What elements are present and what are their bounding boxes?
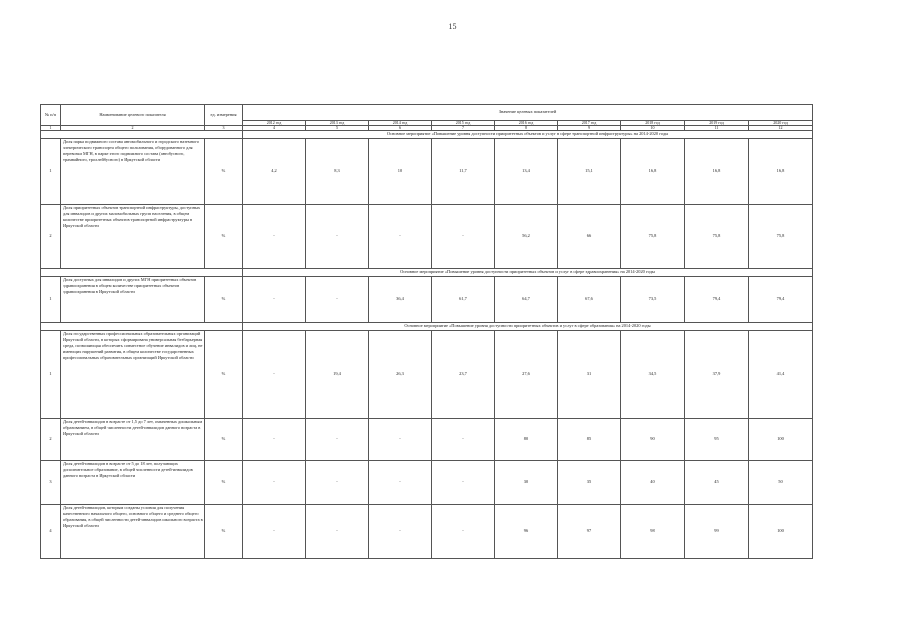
value-cell: 75,8 <box>685 205 749 269</box>
value-cell: 79,4 <box>749 277 813 323</box>
year-header: 2016 год <box>495 121 558 126</box>
value-cell: 8,3 <box>306 139 369 205</box>
value-cell: 100 <box>749 419 813 461</box>
value-cell: 75,8 <box>749 205 813 269</box>
value-cell: - <box>432 505 495 559</box>
indicator-name: Доля парка подвижного состава автомобильного и городского наземного электрического транспорта общего пользования, оборудованного для перевозки МГН, в парке этого подвижного состава (автобусного, трамвайного, троллейбусного) в Иркутской области <box>61 139 205 205</box>
indicator-name: Доля государственных профессиональных образовательных организаций Иркутской области, в которых сформирована универсальная безбарьерная среда, позволяющая обеспечить совместное обучение инвалидов и лиц, не имеющих нарушений развития, в общем количестве государственных профессиональных образовательных организаций Иркутской области <box>61 331 205 419</box>
page-number: 15 <box>448 22 457 31</box>
header-num: № п/п <box>41 105 61 126</box>
table-row <box>41 419 813 461</box>
value-cell: - <box>369 505 432 559</box>
value-cell: 100 <box>749 505 813 559</box>
value-cell: 36,4 <box>369 277 432 323</box>
table-row <box>41 505 813 559</box>
header-row <box>41 105 813 121</box>
value-cell: - <box>306 461 369 505</box>
value-cell: - <box>369 205 432 269</box>
value-cell: 80 <box>495 419 558 461</box>
row-number: 2 <box>41 419 61 461</box>
value-cell: 75,8 <box>621 205 685 269</box>
table-row <box>41 277 813 323</box>
value-cell: - <box>306 277 369 323</box>
value-cell: 96 <box>495 505 558 559</box>
value-cell: 90 <box>621 419 685 461</box>
value-cell: 95 <box>685 419 749 461</box>
indicator-name: Доля доступных для инвалидов и других МГН приоритетных объектов здравоохранения в общем количестве приоритетных объектов здравоохранения в Иркутской области <box>61 277 205 323</box>
indicator-name: Доля детей-инвалидов в возрасте от 1,5 до 7 лет, охваченных дошкольным образованием, в общей численности детей-инвалидов данного возраста в Иркутской области <box>61 419 205 461</box>
section-title: Основное мероприятие «Повышение уровня доступности приоритетных объектов и услуг в сфере здравоохранения» на 2014-2020 годы <box>243 269 813 277</box>
value-cell: - <box>432 461 495 505</box>
value-cell: 35 <box>558 461 621 505</box>
value-cell: - <box>243 331 306 419</box>
value-cell: 4,2 <box>243 139 306 205</box>
value-cell: 37,9 <box>685 331 749 419</box>
value-cell: 31 <box>558 331 621 419</box>
column-number: 11 <box>685 126 749 131</box>
row-number: 1 <box>41 139 61 205</box>
indicator-name: Доля детей-инвалидов в возрасте от 5 до 18 лет, получающих дополнительное образование, в общей численности детей-инвалидов данного возраста в Иркутской области <box>61 461 205 505</box>
value-cell: 16,8 <box>749 139 813 205</box>
value-cell: 50 <box>749 461 813 505</box>
section-row <box>41 131 813 139</box>
unit-cell: % <box>205 331 243 419</box>
value-cell: - <box>432 205 495 269</box>
unit-cell: % <box>205 277 243 323</box>
value-cell: 30 <box>495 461 558 505</box>
year-header: 2015 год <box>432 121 495 126</box>
value-cell: 10 <box>369 139 432 205</box>
indicator-name: Доля детей-инвалидов, которым созданы условия для получения качественного начального общего, основного общего и среднего общего образования, в общей численности детей-инвалидов школьного возраста в Иркутской области <box>61 505 205 559</box>
row-number: 1 <box>41 331 61 419</box>
value-cell: 34,5 <box>621 331 685 419</box>
table-row <box>41 205 813 269</box>
value-cell: 85 <box>558 419 621 461</box>
table-row <box>41 461 813 505</box>
column-number: 3 <box>205 126 243 131</box>
unit-cell: % <box>205 205 243 269</box>
table-body <box>41 131 813 559</box>
unit-cell: % <box>205 461 243 505</box>
value-cell: 40 <box>621 461 685 505</box>
value-cell: - <box>432 419 495 461</box>
year-header: 2012 год <box>243 121 306 126</box>
column-number: 9 <box>558 126 621 131</box>
row-number: 1 <box>41 277 61 323</box>
value-cell: 23,7 <box>432 331 495 419</box>
section-row <box>41 323 813 331</box>
value-cell: 98 <box>621 505 685 559</box>
unit-cell: % <box>205 139 243 205</box>
value-cell: - <box>243 419 306 461</box>
value-cell: - <box>243 205 306 269</box>
section-blank <box>41 131 243 139</box>
value-cell: 73,5 <box>621 277 685 323</box>
unit-cell: % <box>205 419 243 461</box>
value-cell: - <box>306 419 369 461</box>
year-header: 2014 год <box>369 121 432 126</box>
row-number: 3 <box>41 461 61 505</box>
value-cell: 16,8 <box>621 139 685 205</box>
value-cell: - <box>243 505 306 559</box>
value-cell: 79,4 <box>685 277 749 323</box>
year-header: 2013 год <box>306 121 369 126</box>
section-title: Основное мероприятие «Повышение уровня доступности приоритетных объектов и услуг в сфере образования» на 2014-2020 годы <box>243 323 813 331</box>
column-number: 2 <box>61 126 205 131</box>
year-header: 2019 год <box>685 121 749 126</box>
column-number: 4 <box>243 126 306 131</box>
value-cell: 45 <box>685 461 749 505</box>
value-cell: - <box>243 461 306 505</box>
value-cell: - <box>306 205 369 269</box>
column-number: 10 <box>621 126 685 131</box>
value-cell: 16,8 <box>685 139 749 205</box>
value-cell: - <box>306 505 369 559</box>
value-cell: 61,7 <box>432 277 495 323</box>
value-cell: - <box>369 461 432 505</box>
column-number: 1 <box>41 126 61 131</box>
value-cell: 27,6 <box>495 331 558 419</box>
value-cell: 66 <box>558 205 621 269</box>
section-blank <box>41 269 243 277</box>
unit-cell: % <box>205 505 243 559</box>
value-cell: 64,7 <box>495 277 558 323</box>
value-cell: 56,2 <box>495 205 558 269</box>
year-header: 2018 год <box>621 121 685 126</box>
column-number: 5 <box>306 126 369 131</box>
row-number: 4 <box>41 505 61 559</box>
section-title: Основное мероприятие «Повышение уровня доступности приоритетных объектов и услуг в сфере транспортной инфраструктуры» на 2014-2020 годы <box>243 131 813 139</box>
value-cell: - <box>243 277 306 323</box>
value-cell: 11,7 <box>432 139 495 205</box>
column-number: 6 <box>369 126 432 131</box>
value-cell: 13,4 <box>495 139 558 205</box>
row-number: 2 <box>41 205 61 269</box>
value-cell: 97 <box>558 505 621 559</box>
value-cell: - <box>369 419 432 461</box>
value-cell: 67,6 <box>558 277 621 323</box>
column-number: 12 <box>749 126 813 131</box>
year-header: 2020 год <box>749 121 813 126</box>
column-number: 8 <box>495 126 558 131</box>
value-cell: 41,4 <box>749 331 813 419</box>
table-row <box>41 331 813 419</box>
column-number: 7 <box>432 126 495 131</box>
year-header: 2017 год <box>558 121 621 126</box>
section-blank <box>41 323 243 331</box>
header-unit: ед. измерения <box>205 105 243 126</box>
indicators-table <box>40 104 813 559</box>
value-cell: 15,1 <box>558 139 621 205</box>
header-name: Наименование целевого показателя <box>61 105 205 126</box>
value-cell: 26,3 <box>369 331 432 419</box>
indicator-name: Доля приоритетных объектов транспортной инфраструктуры, доступных для инвалидов и других маломобильных групп населения, в общем количестве приоритетных объектов транспортной инфраструктуры в Иркутской области <box>61 205 205 269</box>
section-row <box>41 269 813 277</box>
value-cell: 19,4 <box>306 331 369 419</box>
header-values: Значение целевых показателей <box>243 105 813 121</box>
target-indicators-table <box>40 104 812 559</box>
value-cell: 99 <box>685 505 749 559</box>
table-row <box>41 139 813 205</box>
